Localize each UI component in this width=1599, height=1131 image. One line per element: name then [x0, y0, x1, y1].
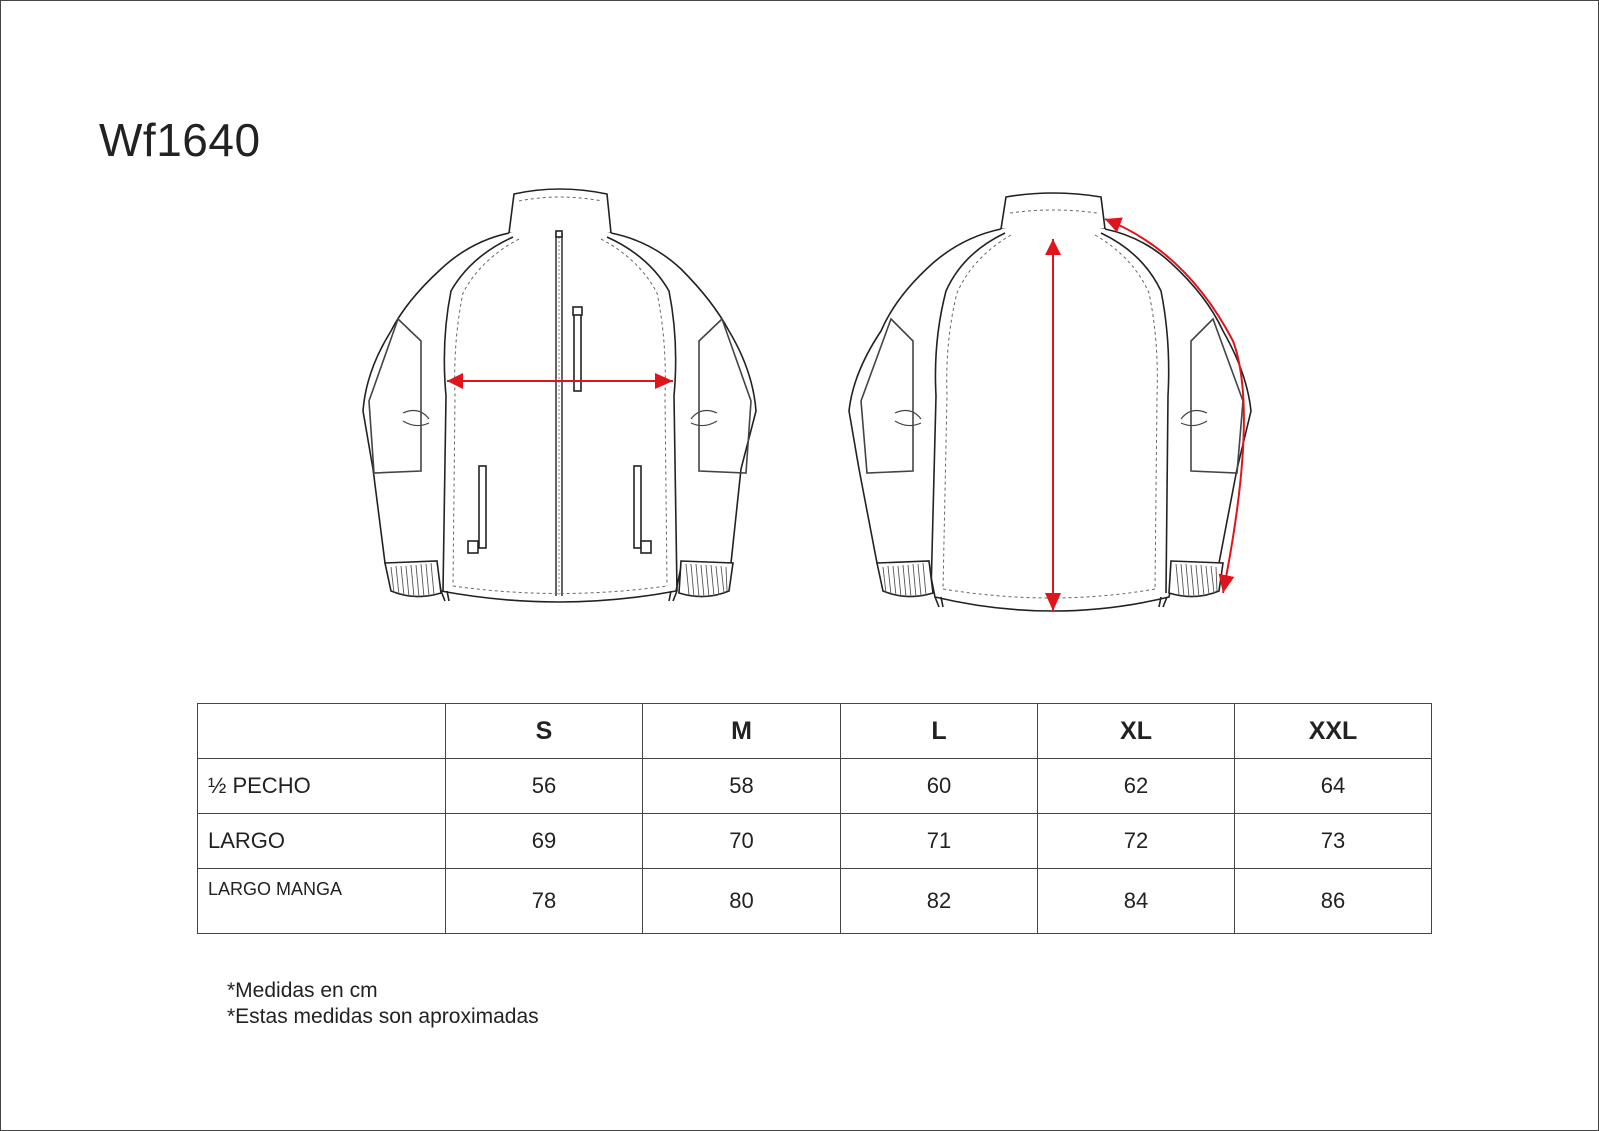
size-table	[197, 703, 1432, 934]
size-header-l: L	[841, 704, 1038, 759]
product-code: Wf1640	[99, 114, 261, 166]
table-cell: 58	[643, 759, 841, 814]
table-row	[198, 814, 1432, 869]
jacket-back-view	[849, 193, 1251, 611]
size-header-s: S	[446, 704, 643, 759]
notes	[227, 978, 539, 1030]
size-header-xxl: XXL	[1235, 704, 1432, 759]
header-empty-cell	[198, 704, 446, 759]
table-cell: 71	[841, 814, 1038, 869]
table-row	[198, 869, 1432, 934]
size-header-row	[198, 704, 1432, 759]
row-label-sleeve-length: LARGO MANGA	[198, 869, 446, 934]
table-cell: 78	[446, 869, 643, 934]
table-cell: 56	[446, 759, 643, 814]
table-cell: 64	[1235, 759, 1432, 814]
table-cell: 73	[1235, 814, 1432, 869]
table-cell: 84	[1038, 869, 1235, 934]
size-header-xl: XL	[1038, 704, 1235, 759]
table-cell: 86	[1235, 869, 1432, 934]
table-cell: 69	[446, 814, 643, 869]
size-header-m: M	[643, 704, 841, 759]
table-cell: 60	[841, 759, 1038, 814]
note-units: *Medidas en cm	[227, 979, 378, 1002]
table-cell: 80	[643, 869, 841, 934]
row-label-half-chest: ½ PECHO	[198, 759, 446, 814]
jacket-technical-drawing	[1, 1, 1598, 681]
row-label-length: LARGO	[198, 814, 446, 869]
table-cell: 70	[643, 814, 841, 869]
table-row	[198, 759, 1432, 814]
table-cell: 82	[841, 869, 1038, 934]
jacket-front-view	[363, 189, 756, 602]
note-approximate: *Estas medidas son aproximadas	[227, 1005, 539, 1028]
table-cell: 62	[1038, 759, 1235, 814]
table-cell: 72	[1038, 814, 1235, 869]
